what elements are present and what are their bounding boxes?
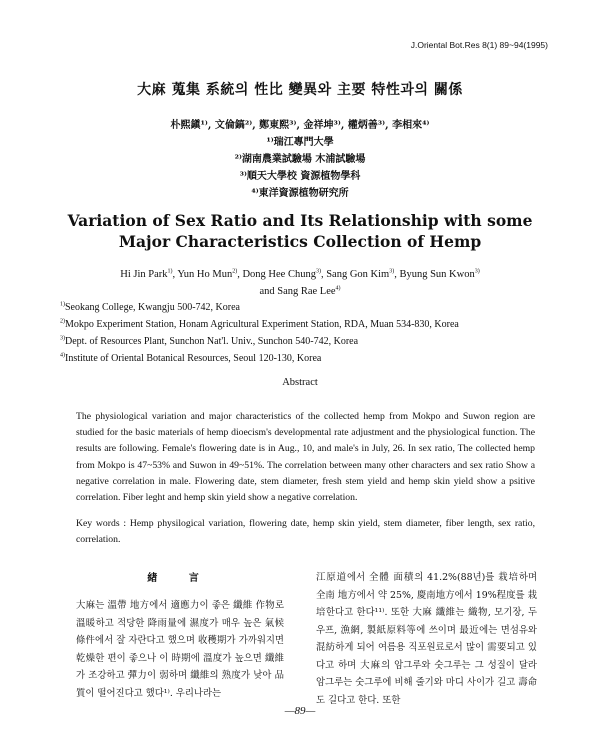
author-name: Yun Ho Mun <box>177 269 233 280</box>
korean-affiliation: ¹⁾瑞江專門大學 <box>266 137 334 148</box>
author-affil-mark: 2) <box>232 268 238 275</box>
english-affiliation: $^{4)}$Institute of Oriental Botanical Resources, Seoul 120-130, Korea <box>60 352 322 364</box>
keywords: Key words : Hemp physilogical variation, flowering date, hemp skin yield, stem diameter, fiber length, sex ratio, correlation. <box>76 518 535 546</box>
abstract-heading: Abstract <box>282 377 318 388</box>
english-title-line: Major Characteristics Collection of Hemp <box>118 232 482 251</box>
author-name: Dong Hee Chung <box>242 269 316 280</box>
author-affil-mark: 4) <box>335 285 341 292</box>
author-name: Sang Gon Kim <box>326 269 390 280</box>
korean-title: 大麻 蒐集 系統의 性比 變異와 主要 特性과의 關係 <box>137 82 463 98</box>
author-conjunction: and <box>259 286 275 297</box>
korean-affiliation: ³⁾順天大學校 資源植物學科 <box>239 171 361 182</box>
korean-affiliation: ⁴⁾東洋資源植物研究所 <box>251 188 349 199</box>
author-affil-mark: 1) <box>167 268 173 275</box>
author-name: Sang Rae Lee <box>277 286 336 297</box>
english-affiliation: $^{1)}$Seokang College, Kwangju 500-742, Korea <box>60 301 240 313</box>
korean-affiliations <box>0 134 600 202</box>
author-affil-mark: 3) <box>315 268 321 275</box>
english-affiliations <box>60 299 459 367</box>
english-affiliation: $^{3)}$Dept. of Resources Plant, Sunchon Nat'l. Univ., Sunchon 540-742, Korea <box>60 335 359 347</box>
section-heading: 緖 言 <box>147 573 213 584</box>
body-column-left: 大麻는 溫帶 地方에서 適應力이 좋은 纖維 作物로 溫暖하고 적당한 降雨量에 濕度가 매우 높은 氣候 條件에서 잘 자란다고 했으며 收穫期가 가까워지면 乾燥한 편이 좋으나 이 時期에 溫度가 높으면 纖維가 조강하고 彈力이 弱하며 纖維의 熟度가 낮아 品質이 떨어진다고 했다¹⁾. 우리나라는 <box>76 600 284 699</box>
abstract-body: The physiological variation and major characteristics of the collected hemp from Mokpo and Suwon region are studied for the basic materials of hemp dioecism's developmental rate adjustment and the physiological function. The results are following. Female's flowering date is in Aug., 10, and male's in July, 26. In sex ratio, The collected hemp from Mokpo is 47~53% and Suwon in 49~51%. The correlation between many other characters and sex ratio Show a negative correlation in male. Flowering date, stem diameter, fresh stem yield and hemp skin yield show a psitive correlation. Fiber leght and hemp skin yield show a negative correlation. <box>76 411 535 504</box>
author-affil-mark: 3) <box>389 268 395 275</box>
author-affil-mark: 3) <box>474 268 480 275</box>
english-title <box>0 210 600 252</box>
author-name: Hi Jin Park <box>120 269 168 280</box>
author-name: Byung Sun Kwon <box>399 269 475 280</box>
english-affiliation: $^{2)}$Mokpo Experiment Station, Honam Agricultural Experiment Station, RDA, Muan 534-830, Korea <box>60 318 459 330</box>
english-title-line: Variation of Sex Ratio and Its Relationship with some <box>67 211 533 230</box>
journal-reference: J.Oriental Bot.Res 8(1) 89~94(1995) <box>410 40 548 50</box>
english-authors: Hi Jin Park$^{1)}$, Yun Ho Mun$^{2)}$, Dong Hee Chung$^{3)}$, Sang Gon Kim$^{3)}$, Byung Sun Kwon$^{3)}$ and Sang Rae Lee$^{4)}$ <box>120 268 480 297</box>
korean-affiliation: ²⁾湖南農業試驗場 木浦試驗場 <box>234 154 366 165</box>
page-number: —89— <box>284 705 316 717</box>
body-column-right: 江原道에서 全體 面積의 41.2%(88년)를 栽培하며 全南 地方에서 약 25%, 慶南地方에서 19%程度를 栽培한다고 한다¹¹⁾. 또한 大麻 纖維는 織物, 모기장, 두우프, 漁網, 製紙原料等에 쓰이며 最近에는 면섬유와 混紡하게 되어 여름용 직포원료로서 많이 需要되고 있다고 하며 大麻의 암그루와 숫그루는 그 성질이 달라 암그루는 숫그루에 비해 줄기와 마디 사이가 길고 壽命도 길다고 한다. 또한 <box>316 572 537 706</box>
korean-authors: 朴熙鎭¹⁾, 文倫鎬²⁾, 鄭東熙³⁾, 金祥坤³⁾, 權炳善³⁾, 李相來⁴⁾ <box>170 120 430 131</box>
